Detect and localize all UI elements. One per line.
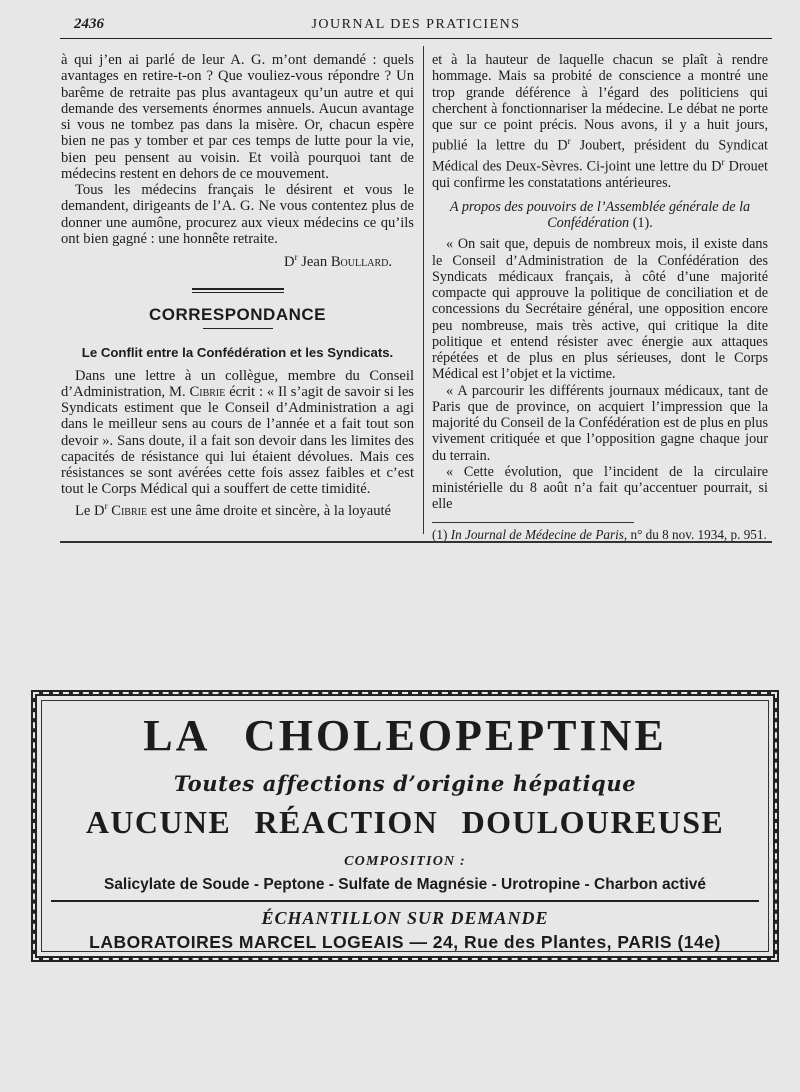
- p3-text-a: Dans une lettre à un collègue, membre du Conseil d’Administration, M.: [61, 367, 414, 400]
- italic-heading-ref: (1).: [629, 215, 653, 232]
- left-column: [61, 52, 414, 519]
- article-subheading: Le Conflit entre la Confédération et les Syndicats.: [81, 345, 394, 361]
- signature-prefix: D: [284, 253, 295, 270]
- r-p1-sup-2: r: [721, 157, 725, 168]
- footnote-rule: [432, 522, 634, 523]
- left-paragraph-2: Tous les médecins français le désirent et vous le demandent, dirigeants de l’A. G. Ne vous contentez plus de donner une aumône, procurez aux vieux médecins ce qu’ils ont bien gagné : une honnête retraite.: [61, 182, 414, 247]
- ad-subtitle: Toutes affections d’origine hépatique: [173, 771, 637, 796]
- ad-title: LA CHOLEOPEPTINE: [143, 711, 667, 760]
- signature-sup: r: [294, 252, 298, 262]
- page-number: 2436: [74, 16, 104, 32]
- p4-text-b: est une âme droite et sincère, à la loyauté: [147, 502, 392, 519]
- left-paragraph-3: [61, 368, 414, 498]
- signature: [61, 249, 414, 270]
- italic-heading: [432, 199, 768, 231]
- ad-divider: [51, 900, 759, 902]
- p3-name: Cibrie: [189, 383, 226, 400]
- section-ornament-rule: [192, 288, 284, 293]
- ad-sample-offer: ÉCHANTILLON SUR DEMANDE: [261, 908, 549, 928]
- italic-heading-text: A propos des pouvoirs de l’Assemblée générale de la Confédération: [449, 199, 751, 232]
- section-underline: [203, 328, 273, 329]
- section-title: CORRESPONDANCE: [148, 305, 327, 325]
- right-paragraph-3: « A parcourir les différents journaux médicaux, tant de Paris que de province, on acquiert l’impression que la majorité du Conseil de la Confédération est de plus en plus vivement critiquée et que l’opposition gagne chaque jour du terrain.: [432, 382, 768, 464]
- signature-first-name: Jean: [297, 253, 331, 270]
- right-paragraph-1: [432, 52, 768, 191]
- right-paragraph-4: « Cette évolution, que l’incident de la circulaire ministérielle du 8 août n’a fait qu’accentuer pourrait, si elle: [432, 463, 768, 513]
- footnote-num: (1): [432, 526, 451, 542]
- r-p1-text-c: Drouet qui confirme les constatations antérieures.: [432, 158, 768, 192]
- p4-text-a: Le D: [75, 502, 105, 519]
- r-p1-text-b: Joubert, président du Syndicat Médical des Deux-Sèvres. Ci-joint une lettre du D: [432, 137, 768, 175]
- r-p1-text-a: et à la hauteur de laquelle chacun se plaît à rendre hommage. Mais sa probité de conscience a montré une trop grande déférence à l’égard des politiciens qui cherchent à fonctionnariser la médecine. Le débat ne porte que sur ce point précis. Nous avons, il y a huit jours, publié la lettre du D: [432, 52, 768, 154]
- left-paragraph-4: [61, 498, 414, 519]
- ad-composition-label: COMPOSITION :: [344, 854, 466, 869]
- footnote: [432, 527, 768, 542]
- right-column: [432, 52, 768, 542]
- journal-title: JOURNAL DES PRATICIENS: [311, 17, 521, 32]
- p4-sup: r: [104, 500, 108, 511]
- header-rule: [60, 38, 772, 39]
- signature-end: .: [388, 253, 392, 270]
- footnote-source: In Journal de Médecine de Paris: [450, 526, 624, 542]
- advertisement: [31, 690, 779, 962]
- signature-last-name: Boullard: [330, 253, 389, 270]
- right-paragraph-2: « On sait que, depuis de nombreux mois, il existe dans le Conseil d’Administration de la Confédération des Syndicats médicaux français, à côté d’une majorité compacte qui approuve la politique de conciliation et de concessions du Secrétaire général, une opposition encore peu nombreuse, mais très active, qui critique la dite politique et entend résister avec énergie aux attaques répétées et de plus en plus sérieuses, dont le Corps Médical est l’objet et la victime.: [432, 236, 768, 383]
- page-header: [60, 12, 772, 38]
- ad-composition-list: Salicylate de Soude - Peptone - Sulfate de Magnésie - Urotropine - Charbon activé: [103, 876, 707, 893]
- ad-laboratory-address: LABORATOIRES MARCEL LOGEAIS — 24, Rue des Plantes, PARIS (14e): [89, 932, 721, 952]
- column-divider: [423, 46, 424, 534]
- ad-slogan: AUCUNE RÉACTION DOULOUREUSE: [85, 804, 725, 840]
- r-p1-sup-1: r: [567, 136, 571, 147]
- p3-text-b: écrit : « Il s’agit de savoir si les Syndicats estiment que le Conseil d’Administration a agi dans le meilleur sens au cours de l’année et a fait tout son devoir ». Sans doute, il a fait son devoir dans les limites des capacités de résistance qui lui étaient dévolues. Mais ces résistances se sont avérées cette fois assez faibles et c’est tout le Corps Médical qui a souffert de cette timidité.: [61, 383, 414, 498]
- p4-name: Cibrie: [107, 502, 148, 519]
- article-end-rule: [60, 541, 772, 543]
- left-paragraph-1: à qui j’en ai parlé de leur A. G. m’ont demandé : quels avantages en retire-t-on ? Que vouliez-vous répondre ? Un barême de retraite pas plus avantageux qu’un autre et qui demande des versements énormes annuels. Aucun avantage si vous ne tombez pas dans la misère. Or, chacun espère bien ne pas y tomber et par ces temps de lutte pour la vie, bien peu pensent au voisin. Et voilà pourquoi tant de médecins restent en dehors de ce mouvement.: [61, 52, 414, 182]
- footnote-ref: , n° du 8 nov. 1934, p. 951.: [623, 526, 767, 542]
